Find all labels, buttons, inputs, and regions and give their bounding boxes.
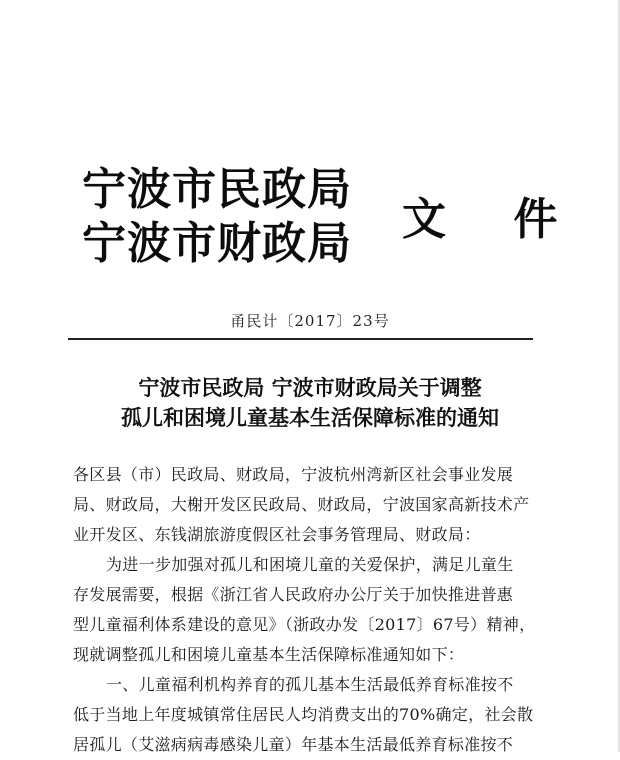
addressee-line: 业开发区、东钱湖旅游度假区社会事务管理局、财政局： bbox=[73, 525, 481, 544]
addressee-line: 局、财政局，大榭开发区民政局、财政局，宁波国家高新技术产 bbox=[73, 495, 530, 514]
paragraph-line: 现就调整孤儿和困境儿童基本生活保障标准通知如下： bbox=[73, 645, 465, 664]
document-title-line-2: 孤儿和困境儿童基本生活保障标准的通知 bbox=[121, 406, 499, 430]
document-number: 甬民计〔2017〕23号 bbox=[230, 312, 390, 330]
paragraph-line: 一、儿童福利机构养育的孤儿基本生活最低养育标准按不 bbox=[106, 675, 514, 694]
paragraph-line: 居孤儿（艾滋病病毒感染儿童）年基本生活最低养育标准按不 bbox=[73, 735, 514, 754]
issuer-finance: 宁波市财政局 bbox=[82, 218, 352, 269]
paragraph-line: 型儿童福利体系建设的意见》（浙政办发〔2017〕67号）精神， bbox=[73, 615, 536, 634]
issuer-block bbox=[82, 163, 352, 271]
document-type-label: 文 件 bbox=[402, 194, 584, 245]
paragraph-line: 为进一步加强对孤儿和困境儿童的关爱保护，满足儿童生 bbox=[106, 555, 514, 574]
issuer-civil-affairs: 宁波市民政局 bbox=[82, 164, 352, 215]
paragraph-line: 存发展需要，根据《浙江省人民政府办公厅关于加快推进普惠 bbox=[73, 585, 514, 604]
document-title-line-1: 宁波市民政局 宁波市财政局关于调整 bbox=[138, 376, 482, 400]
addressee-line: 各区县（市）民政局、财政局，宁波杭州湾新区社会事业发展 bbox=[73, 465, 514, 484]
paragraph-line: 低于当地上年度城镇常住居民人均消费支出的70%确定，社会散 bbox=[73, 705, 534, 724]
header-divider bbox=[68, 338, 533, 340]
